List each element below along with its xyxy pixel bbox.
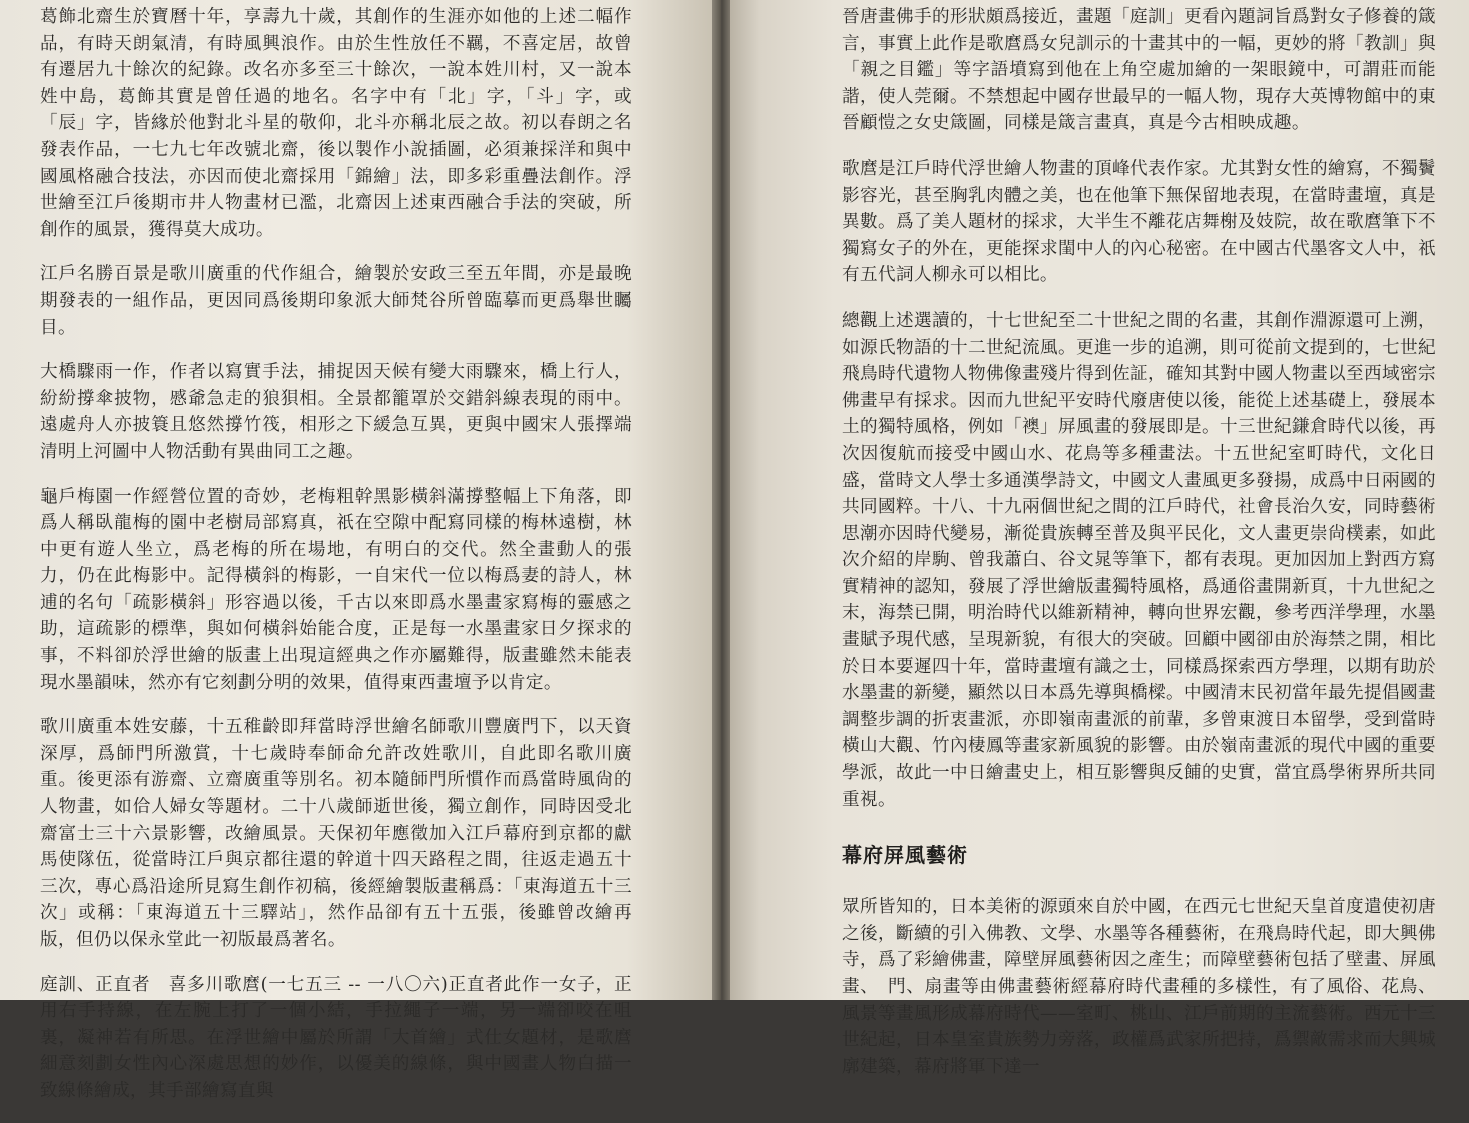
paragraph: 眾所皆知的，日本美術的源頭來自於中國，在西元七世紀天皇首度遣使初唐之後，斷續的引入佛教、文學、水墨等各種藝術，在飛鳥時代起，即大興佛寺，爲了彩繪佛畫，障壁屏風藝術因之產生；而障壁藝術包括了壁畫、屏風畫、 門、扇畫等由佛畫藝術經幕府時代畫種的多樣性，有了風俗、花鳥、風景等畫風形成幕府時代——室町、桃山、江戶前期的主流藝術。西元十三世紀起，日本皇室貴族勢力旁落，政權爲武家所把持，爲禦敵需求而大興城廓建築，幕府將軍下達一 <box>842 897 1436 1077</box>
paragraph: 龜戶梅園一作經營位置的奇妙，老梅粗幹黑影橫斜滿撐整幅上下角落，即爲人稱臥龍梅的園中老樹局部寫真，祇在空隙中配寫同樣的梅林遠樹，林中更有遊人坐立，爲老梅的所在場地，有明白的交代。然全畫動人的張力，仍在此梅影中。記得橫斜的梅影，一自宋代一位以梅爲妻的詩人，林逋的名句「疏影橫斜」形容過以後，千古以來即爲水墨畫家寫梅的靈感之助，這疏影的標準，與如何橫斜始能合度，正是每一水墨畫家日夕探求的事，不料卻於浮世繪的版畫上出現這經典之作亦屬難得，版畫雖然未能表現水墨韻味，然亦有它刻劃分明的效果，值得東西畫壇予以肯定。 <box>40 486 632 693</box>
right-text-column <box>842 4 1436 1099</box>
left-text-column <box>40 4 632 1123</box>
paragraph: 歌麿是江戶時代浮世繪人物畫的頂峰代表作家。尤其對女性的繪寫，不獨鬢影容光，甚至胸乳肉體之美，也在他筆下無保留地表現，在當時畫壇，真是異數。爲了美人題材的採求，大半生不離花店舞榭及妓院，故在歌麿筆下不獨寫女子的外在，更能探求閨中人的內心秘密。在中國古代墨客文人中，祇有五代詞人柳永可以相比。 <box>842 158 1436 286</box>
paragraph: 晉唐畫佛手的形狀頗爲接近，畫題「庭訓」更看內題詞旨爲對女子修養的箴言，事實上此作是歌麿爲女兒訓示的十畫其中的一幅，更妙的將「教訓」與「親之目鑑」等字語墳寫到他在上角空處加繪的一架眼鏡中，可謂莊而能諧，使人莞爾。不禁想起中國存世最早的一幅人物，現存大英博物館中的東晉顧愷之女史箴圖，同樣是箴言畫真，真是今古相映成趣。 <box>842 7 1436 134</box>
book-gutter <box>712 0 730 1000</box>
paragraph: 歌川廣重本姓安藤，十五稚齡即拜當時浮世繪名師歌川豐廣門下，以天資深厚，爲師門所激賞，十七歲時奉師命允許改姓歌川，自此即名歌川廣重。後更添有游齋、立齋廣重等別名。初本隨師門所慣作而爲當時風尙的人物畫，如佮人婦女等題材。二十八歲師逝世後，獨立創作，同時因受北齋富士三十六景影響，改繪風景。天保初年應徵加入江戶幕府到京都的獻馬使隊伍，從當時江戶與京都往還的幹道十四天路程之間，往返走過五十三次，專心爲沿途所見寫生創作初稿，後經繪製版畫稱爲：「東海道五十三次」或稱：「東海道五十三驛站」，然作品卻有五十五張，後雖曾改繪再版，但仍以保永堂此一初版最爲著名。 <box>40 717 632 950</box>
right-page <box>730 0 1469 1077</box>
paragraph: 庭訓、正直者 喜多川歌麿(一七五三 -- 一八〇六)正直者此作一女子，正用右手持線，在左腕上打了一個小結，手拉繩子一端，另一端卻咬在咀裏，凝神若有所思。在浮世繪中屬於所謂「大首繪」式仕女題材，是歌麿細意刻劃女性內心深處思想的妙作，以優美的線條，與中國畫人物白描一致線條繪成，其手部繪寫直與 <box>40 974 632 1101</box>
paragraph: 葛飾北齋生於寶曆十年，享壽九十歲，其創作的生涯亦如他的上述二幅作品，有時天朗氣清，有時風興浪作。由於生性放任不羈，不喜定居，故曾有遷居九十餘次的紀錄。改名亦多至三十餘次，一說本姓川村，又一說本姓中島，葛飾其實是曾任過的地名。名字中有「北」字，「斗」字，或「辰」字，皆緣於他對北斗星的敬仰，北斗亦稱北辰之故。初以春朗之名發表作品，一七九七年改號北齋，後以製作小說插圖，必須兼採洋和與中國風格融合技法，亦因而使北齋採用「錦繪」法，即多彩重疊法創作。浮世繪至江戶後期市井人物畫材已濫，北齋因上述東西融合手法的突破，所創作的風景，獲得莫大成功。 <box>40 7 632 240</box>
left-page <box>0 0 712 1101</box>
paragraph: 江戶名勝百景是歌川廣重的代作組合，繪製於安政三至五年間，亦是最晚期發表的一組作品，更因同爲後期印象派大師梵谷所曾臨摹而更爲舉世矚目。 <box>40 264 632 338</box>
paragraph: 大橋驟雨一作，作者以寫實手法，捕捉因天候有變大雨驟來，橋上行人，紛紛撐傘披物，慼爺急走的狼狽相。全景都籠罩於交錯斜線表現的雨中。遠處舟人亦披簑且悠然撐竹筏，相形之下緩急互異，更與中國宋人張擇端清明上河圖中人物活動有異曲同工之趣。 <box>40 362 632 462</box>
paragraph: 總觀上述選讀的，十七世紀至二十世紀之間的名畫，其創作淵源還可上溯，如源氏物語的十二世紀流風。更進一步的追溯，則可從前文提到的，七世紀飛鳥時代遺物人物佛像畫殘片得到佐証，確知其對中國人物畫以至西域密宗佛畫早有採求。因而九世紀平安時代廢唐使以後，能從上述基礎上，發展本土的獨特風格，例如「襖」屏風畫的發展即是。十三世紀鎌倉時代以後，再次因復航而接受中國山水、花鳥等多種畫法。十五世紀室町時代，文化日盛，當時文人學士多通漢學詩文，中國文人畫風更多發揚，成爲中日兩國的共同國粹。十八、十九兩個世紀之間的江戶時代，社會長治久安，同時藝術思潮亦因時代變易，漸從貴族轉至普及與平民化，文人畫更崇尙樸素，如此次介紹的岸駒、曾我蕭白、谷文晁等筆下，都有表現。更加因加上對西方寫實精神的認知，發展了浮世繪版畫獨特風格，爲通俗畫開新頁，十九世紀之末，海禁已開，明治時代以維新精神，轉向世界宏觀，參考西洋學理，水墨畫賦予現代感，呈現新貌，有很大的突破。回顧中國卻由於海禁之開，相比於日本要遲四十年，當時畫壇有識之士，同樣爲探索西方學理，以期有助於水墨畫的新變，顯然以日本爲先導與橋樑。中國清末民初當年最先提倡國畫調整步調的折衷畫派，亦即嶺南畫派的前輩，多曾東渡日本留學，受到當時橫山大觀、竹內棲鳳等畫家新風貌的影響。由於嶺南畫派的現代中國的重要學派，故此一中日繪畫史上，相互影響與反餔的史實，當宜爲學術界所共同重視。 <box>842 310 1436 810</box>
section-heading: 幕府屏風藝術 <box>842 843 968 868</box>
